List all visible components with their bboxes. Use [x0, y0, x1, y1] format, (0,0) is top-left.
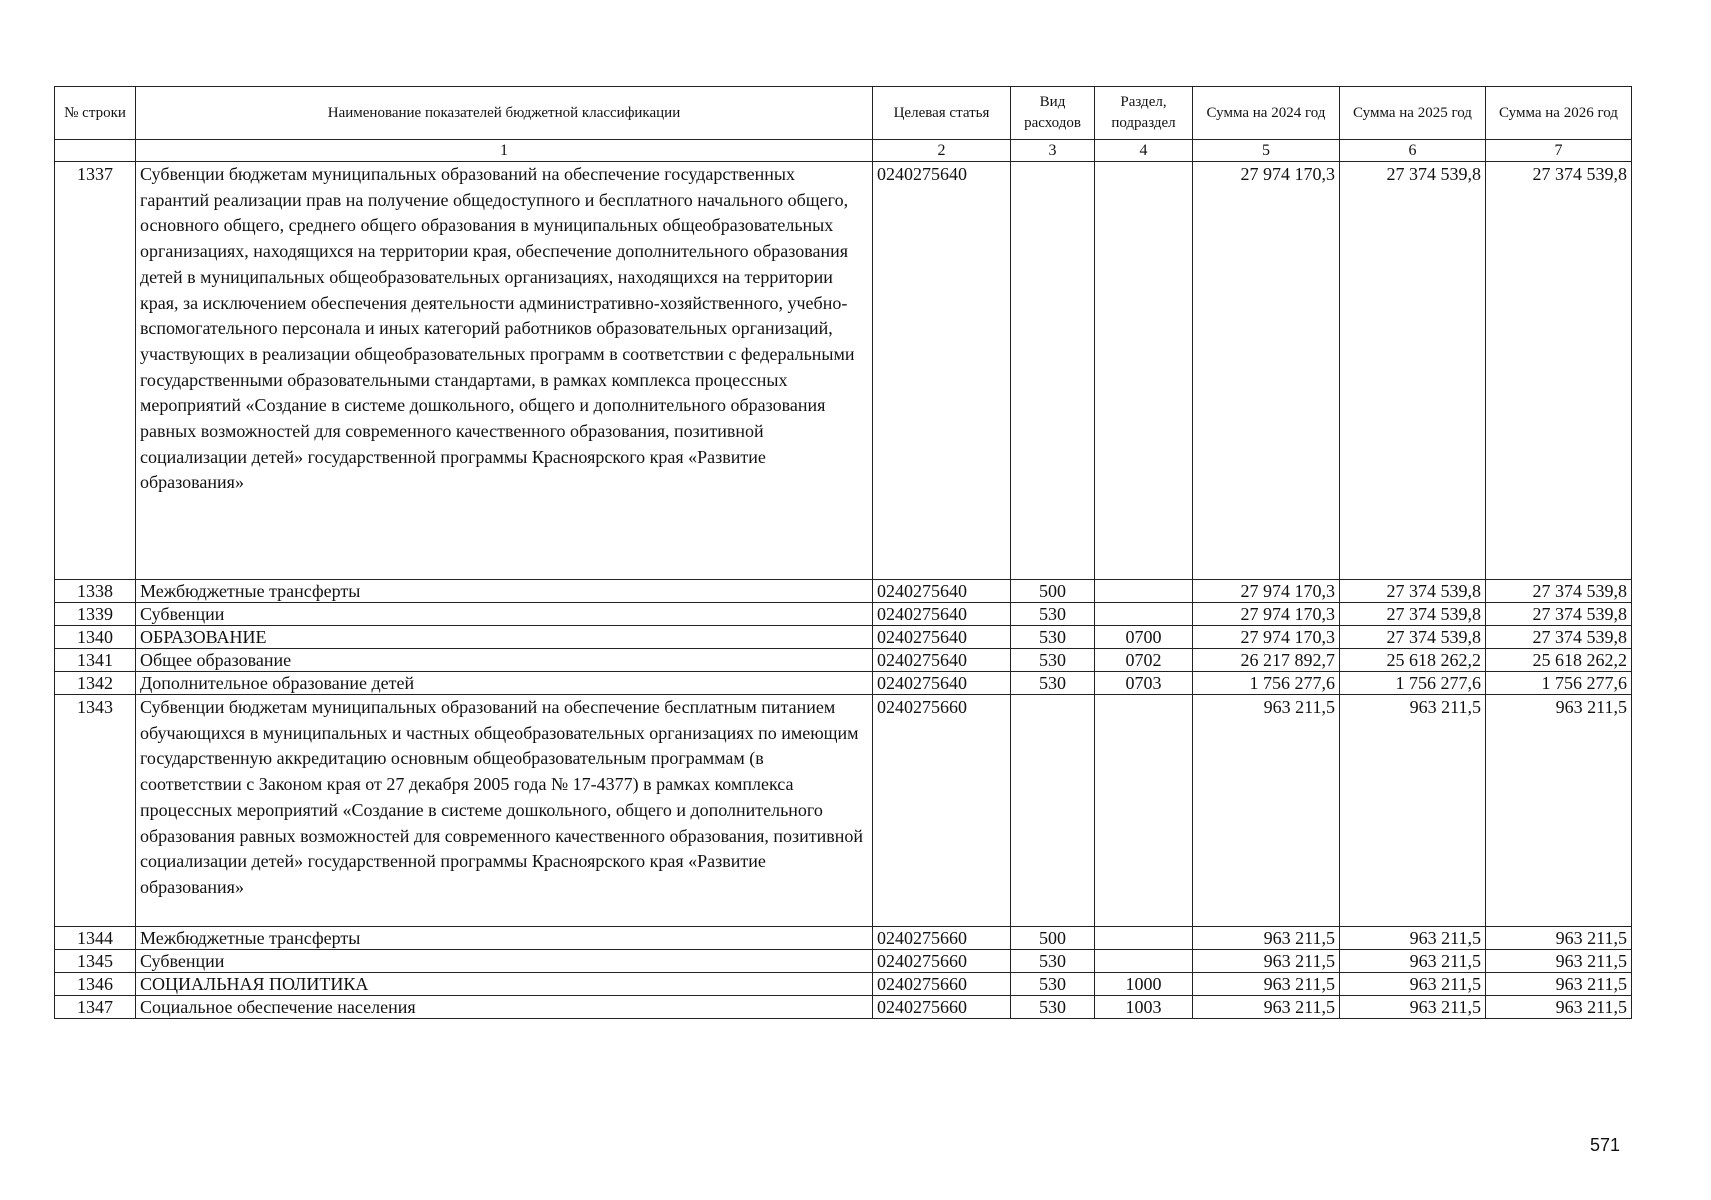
row-target: 0240275660 — [873, 927, 1011, 950]
page-number: 571 — [1589, 1135, 1620, 1155]
row-sum-2026: 963 211,5 — [1486, 950, 1632, 973]
row-sum-2025: 963 211,5 — [1340, 927, 1486, 950]
row-number: 1341 — [55, 649, 136, 672]
row-target: 0240275660 — [873, 973, 1011, 996]
row-number: 1337 — [55, 162, 136, 580]
row-kind — [1011, 695, 1095, 927]
row-target: 0240275640 — [873, 626, 1011, 649]
row-section — [1095, 580, 1193, 603]
row-number: 1338 — [55, 580, 136, 603]
row-section: 0702 — [1095, 649, 1193, 672]
row-section — [1095, 603, 1193, 626]
row-sum-2025: 963 211,5 — [1340, 996, 1486, 1019]
row-name: Общее образование — [136, 649, 873, 672]
row-section: 1000 — [1095, 973, 1193, 996]
row-kind — [1011, 162, 1095, 580]
row-number: 1347 — [55, 996, 136, 1019]
row-sum-2026: 963 211,5 — [1486, 695, 1632, 927]
row-kind: 500 — [1011, 580, 1095, 603]
table-row — [55, 580, 1632, 603]
row-number: 1342 — [55, 672, 136, 695]
row-number: 1340 — [55, 626, 136, 649]
row-sum-2026: 27 374 539,8 — [1486, 626, 1632, 649]
row-sum-2024: 27 974 170,3 — [1193, 603, 1340, 626]
row-sum-2026: 27 374 539,8 — [1486, 162, 1632, 580]
header-target: Целевая статья — [873, 87, 1011, 140]
row-section — [1095, 927, 1193, 950]
row-sum-2024: 963 211,5 — [1193, 973, 1340, 996]
table-row — [55, 603, 1632, 626]
row-kind: 530 — [1011, 950, 1095, 973]
table-row — [55, 672, 1632, 695]
row-sum-2024: 963 211,5 — [1193, 927, 1340, 950]
row-sum-2026: 963 211,5 — [1486, 927, 1632, 950]
row-number: 1346 — [55, 973, 136, 996]
table-row — [55, 996, 1632, 1019]
row-kind: 530 — [1011, 626, 1095, 649]
row-section: 1003 — [1095, 996, 1193, 1019]
row-kind: 530 — [1011, 672, 1095, 695]
header-sum-2026: Сумма на 2026 год — [1486, 87, 1632, 140]
column-number-row — [55, 140, 1632, 162]
row-sum-2025: 1 756 277,6 — [1340, 672, 1486, 695]
row-target: 0240275640 — [873, 162, 1011, 580]
row-section — [1095, 695, 1193, 927]
row-sum-2025: 963 211,5 — [1340, 695, 1486, 927]
column-number: 1 — [136, 140, 873, 162]
column-number: 6 — [1340, 140, 1486, 162]
row-target: 0240275660 — [873, 695, 1011, 927]
row-target: 0240275640 — [873, 603, 1011, 626]
header-row-no: № строки — [55, 87, 136, 140]
row-section: 0700 — [1095, 626, 1193, 649]
row-name: Субвенции бюджетам муниципальных образований на обеспечение государственных гарантий реализации прав на получение общедоступного и бесплатного начального общего, основного общего, среднего общего образования в муниципальных общеобразовательных организациях, находящихся на территории края, обеспечение дополнительного образования детей в муниципальных общеобразовательных организациях, находящихся на территории края, за исключением обеспечения деятельности административно-хозяйственного, учебно-вспомогательного персонала и иных категорий работников образовательных организаций, участвующих в реализации общеобразовательных программ в соответствии с федеральными государственными образовательными стандартами, в рамках комплекса процессных мероприятий «Создание в системе дошкольного, общего и дополнительного образования равных возможностей для современного качественного образования, позитивной социализации детей» государственной программы Красноярского края «Развитие образования» — [136, 162, 873, 580]
budget-table — [54, 86, 1632, 1019]
row-kind: 530 — [1011, 649, 1095, 672]
row-sum-2025: 25 618 262,2 — [1340, 649, 1486, 672]
header-row — [55, 87, 1632, 140]
row-name: Дополнительное образование детей — [136, 672, 873, 695]
row-name: Межбюджетные трансферты — [136, 580, 873, 603]
column-number: 2 — [873, 140, 1011, 162]
row-sum-2024: 27 974 170,3 — [1193, 162, 1340, 580]
row-sum-2025: 27 374 539,8 — [1340, 626, 1486, 649]
column-number-blank — [55, 140, 136, 162]
row-target: 0240275640 — [873, 649, 1011, 672]
row-target: 0240275640 — [873, 580, 1011, 603]
column-number: 4 — [1095, 140, 1193, 162]
row-name: ОБРАЗОВАНИЕ — [136, 626, 873, 649]
row-sum-2024: 27 974 170,3 — [1193, 626, 1340, 649]
row-section — [1095, 950, 1193, 973]
row-section — [1095, 162, 1193, 580]
row-sum-2026: 963 211,5 — [1486, 973, 1632, 996]
row-sum-2024: 963 211,5 — [1193, 695, 1340, 927]
row-name: Межбюджетные трансферты — [136, 927, 873, 950]
row-sum-2025: 27 374 539,8 — [1340, 603, 1486, 626]
row-sum-2025: 27 374 539,8 — [1340, 580, 1486, 603]
row-sum-2026: 27 374 539,8 — [1486, 603, 1632, 626]
row-number: 1339 — [55, 603, 136, 626]
header-kind: Вид расходов — [1011, 87, 1095, 140]
header-section: Раздел, подраздел — [1095, 87, 1193, 140]
row-sum-2026: 25 618 262,2 — [1486, 649, 1632, 672]
row-name: Социальное обеспечение населения — [136, 996, 873, 1019]
row-number: 1344 — [55, 927, 136, 950]
table-row — [55, 927, 1632, 950]
row-sum-2025: 963 211,5 — [1340, 973, 1486, 996]
row-number: 1343 — [55, 695, 136, 927]
row-sum-2025: 963 211,5 — [1340, 950, 1486, 973]
row-sum-2025: 27 374 539,8 — [1340, 162, 1486, 580]
row-number: 1345 — [55, 950, 136, 973]
row-name: Субвенции бюджетам муниципальных образований на обеспечение бесплатным питанием обучающихся в муниципальных и частных общеобразовательных организациях по имеющим государственную аккредитацию основным общеобразовательным программам (в соответствии с Законом края от 27 декабря 2005 года № 17-4377) в рамках комплекса процессных мероприятий «Создание в системе дошкольного, общего и дополнительного образования равных возможностей для современного качественного образования, позитивной социализации детей» государственной программы Красноярского края «Развитие образования» — [136, 695, 873, 927]
table-row — [55, 626, 1632, 649]
column-number: 7 — [1486, 140, 1632, 162]
row-sum-2024: 1 756 277,6 — [1193, 672, 1340, 695]
header-name: Наименование показателей бюджетной классификации — [136, 87, 873, 140]
header-sum-2024: Сумма на 2024 год — [1193, 87, 1340, 140]
row-sum-2024: 26 217 892,7 — [1193, 649, 1340, 672]
row-sum-2026: 27 374 539,8 — [1486, 580, 1632, 603]
row-kind: 530 — [1011, 603, 1095, 626]
row-sum-2026: 1 756 277,6 — [1486, 672, 1632, 695]
row-kind: 530 — [1011, 996, 1095, 1019]
row-sum-2024: 963 211,5 — [1193, 996, 1340, 1019]
row-target: 0240275660 — [873, 950, 1011, 973]
header-sum-2025: Сумма на 2025 год — [1340, 87, 1486, 140]
table-row — [55, 649, 1632, 672]
row-kind: 530 — [1011, 973, 1095, 996]
row-section: 0703 — [1095, 672, 1193, 695]
column-number: 3 — [1011, 140, 1095, 162]
row-kind: 500 — [1011, 927, 1095, 950]
row-sum-2026: 963 211,5 — [1486, 996, 1632, 1019]
table-row — [55, 695, 1632, 927]
column-number: 5 — [1193, 140, 1340, 162]
row-name: Субвенции — [136, 603, 873, 626]
table-row — [55, 950, 1632, 973]
row-sum-2024: 27 974 170,3 — [1193, 580, 1340, 603]
row-sum-2024: 963 211,5 — [1193, 950, 1340, 973]
row-name: СОЦИАЛЬНАЯ ПОЛИТИКА — [136, 973, 873, 996]
row-target: 0240275640 — [873, 672, 1011, 695]
table-row — [55, 973, 1632, 996]
table-row — [55, 162, 1632, 580]
row-target: 0240275660 — [873, 996, 1011, 1019]
row-name: Субвенции — [136, 950, 873, 973]
